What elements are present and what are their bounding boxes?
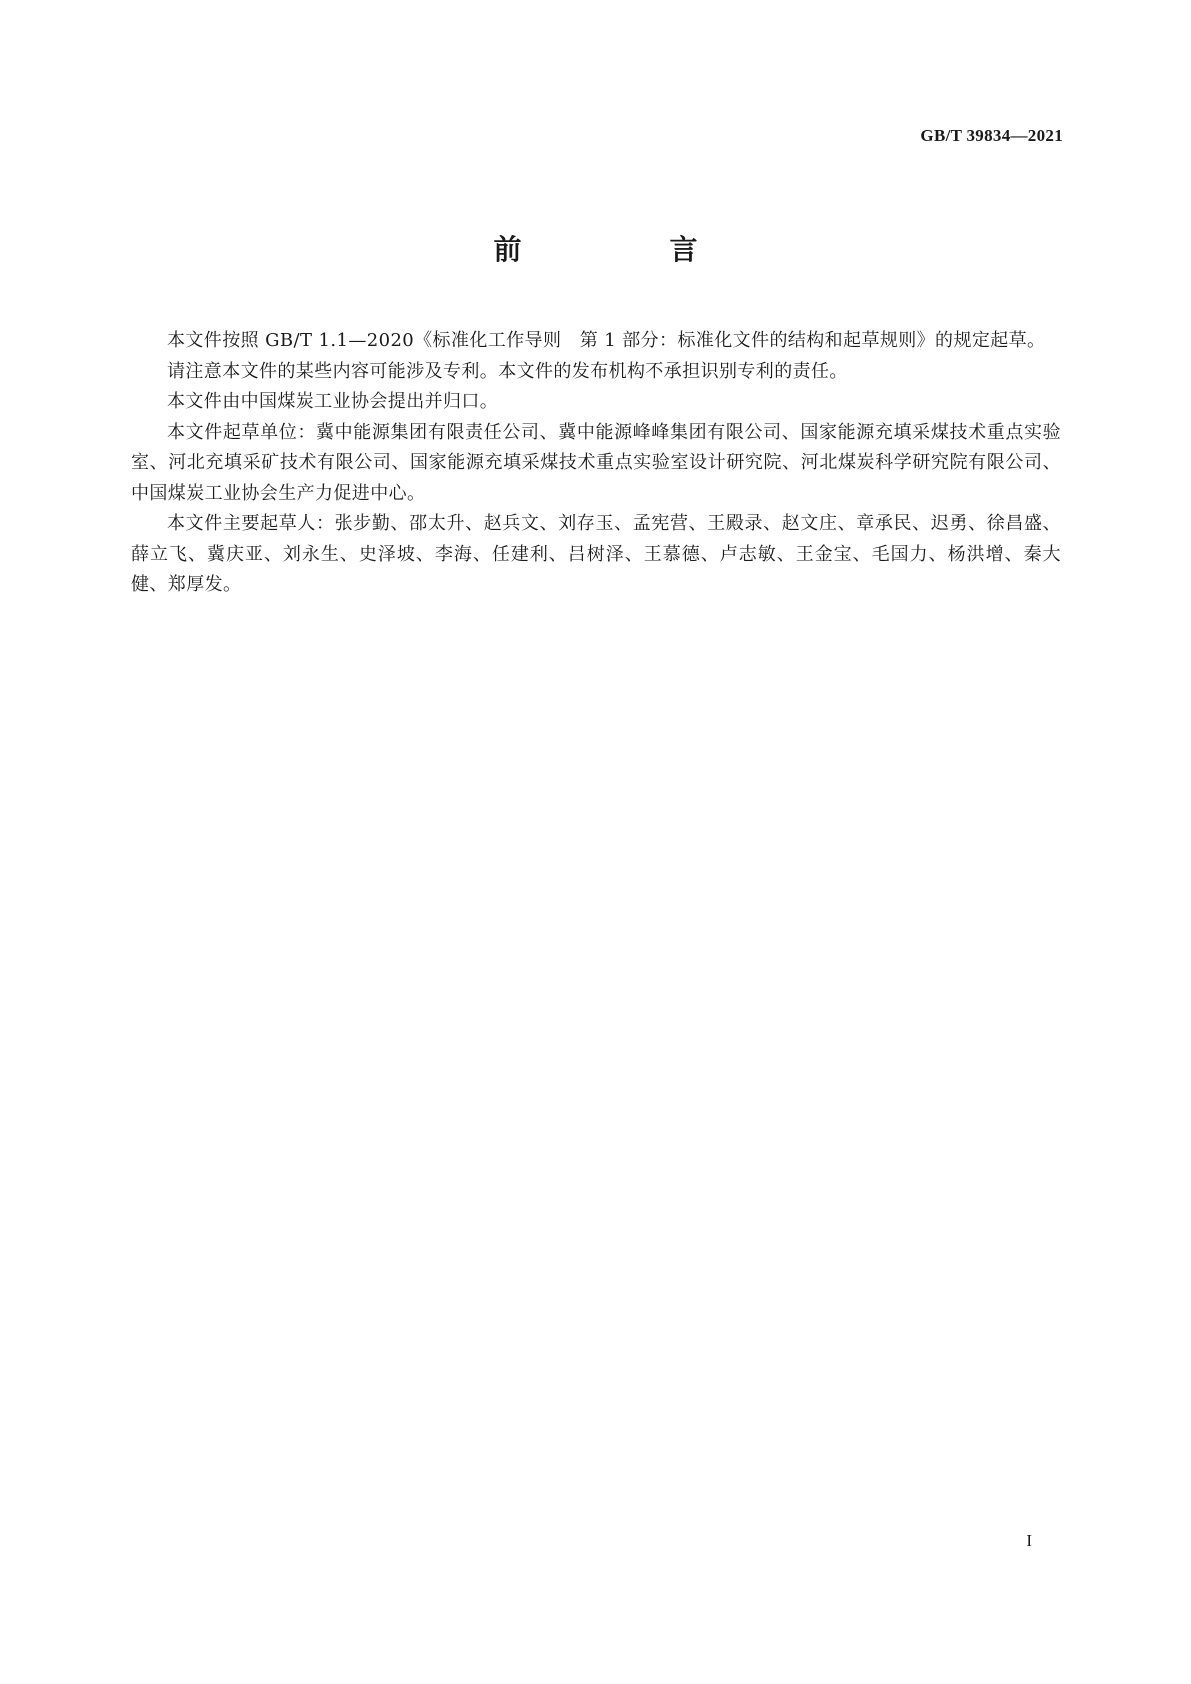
paragraph-patent-notice: 请注意本文件的某些内容可能涉及专利。本文件的发布机构不承担识别专利的责任。 xyxy=(167,360,848,382)
foreword-body xyxy=(131,326,1061,601)
paragraph-drafting-rules: 本文件按照 GB/T 1.1—2020《标准化工作导则 第 1 部分：标准化文件的结构和起草规则》的规定起草。 xyxy=(167,330,1046,351)
standard-code: GB/T 39834—2021 xyxy=(920,126,1063,145)
paragraph-drafters: 本文件主要起草人：张步勤、邵太升、赵兵文、刘存玉、孟宪营、王殿录、赵文庄、章承民、迟勇、徐昌盛、薛立飞、冀庆亚、刘永生、史泽坡、李海、任建利、吕树泽、王慕德、卢志敏、王金宝、毛国力、杨洪增、秦大健、郑厚发。 xyxy=(131,513,1061,595)
page-title: 前 言 xyxy=(493,233,758,266)
paragraph-proposer: 本文件由中国煤炭工业协会提出并归口。 xyxy=(167,391,499,412)
paragraph-drafting-units: 本文件起草单位：冀中能源集团有限责任公司、冀中能源峰峰集团有限公司、国家能源充填采煤技术重点实验室、河北充填采矿技术有限公司、国家能源充填采煤技术重点实验室设计研究院、河北煤炭科学研究院有限公司、中国煤炭工业协会生产力促进中心。 xyxy=(131,421,1061,504)
page-number: I xyxy=(1026,1531,1032,1550)
